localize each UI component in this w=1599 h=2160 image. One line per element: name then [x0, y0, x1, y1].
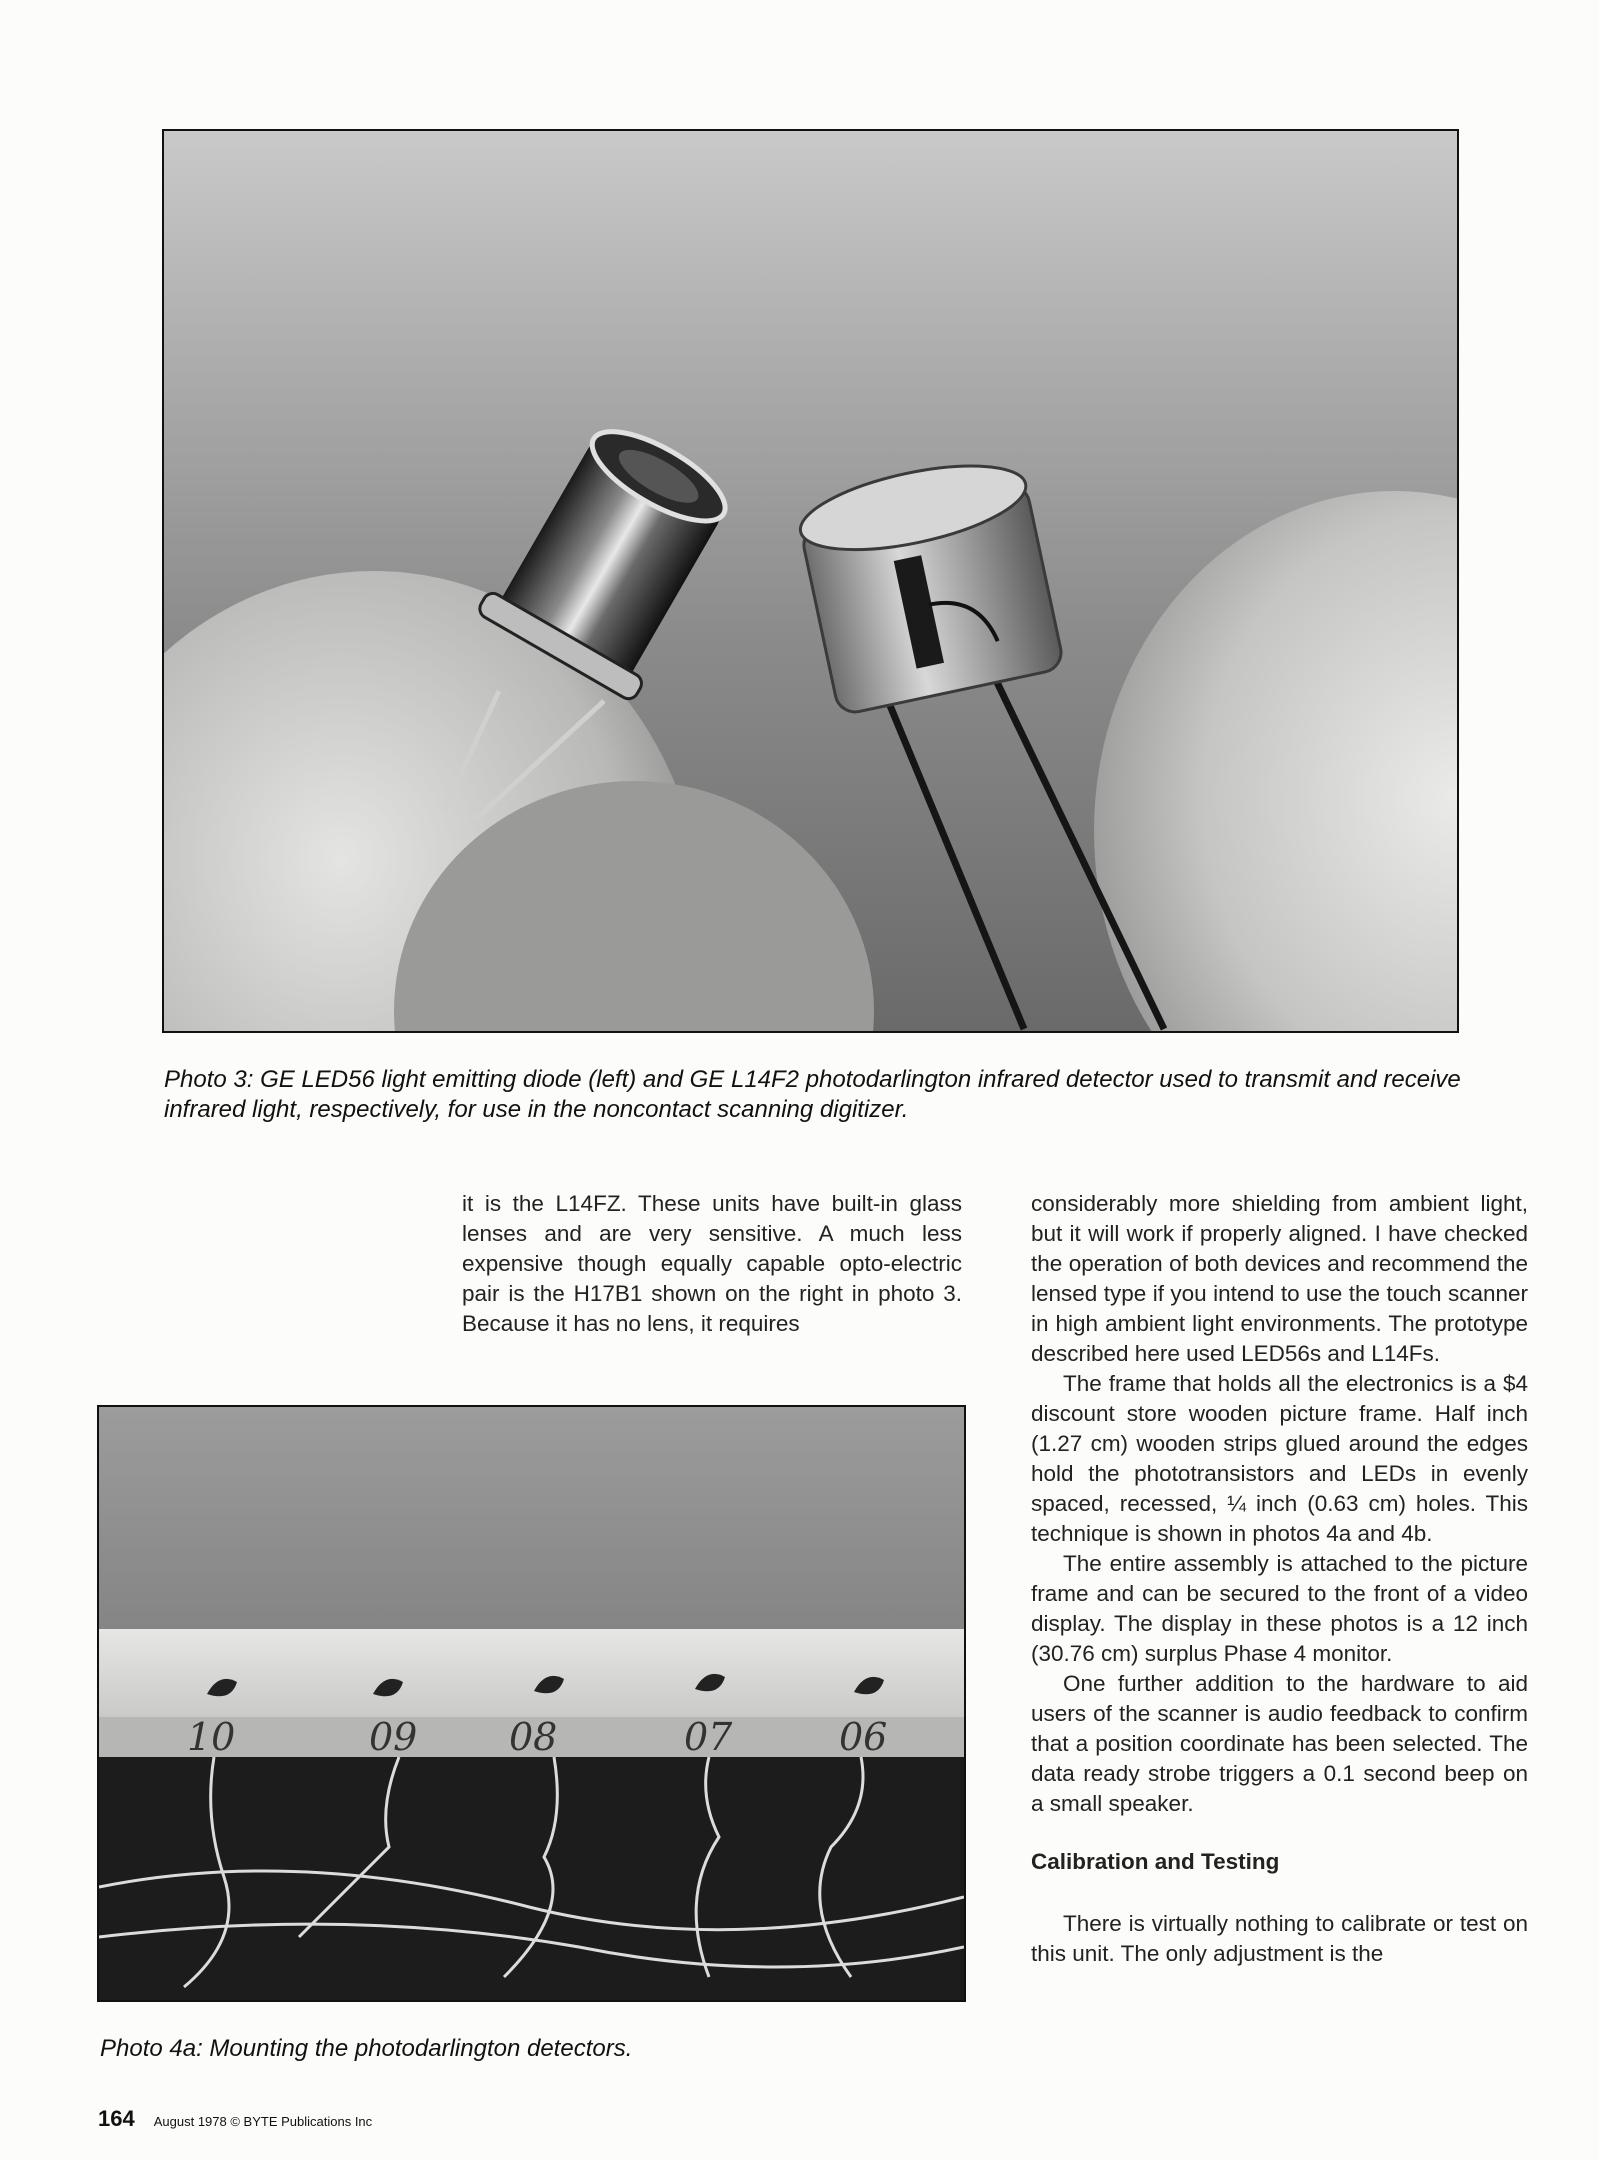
hole-label: 08	[509, 1715, 558, 1759]
photo-3-illustration	[164, 131, 1457, 1031]
photo-4a-caption: Photo 4a: Mounting the photodarlington detectors.	[100, 2035, 633, 2062]
body-paragraph: One further addition to the hardware to aid users of the scanner is audio feedback to confirm that a position coordinate has been selected. The data ready strobe triggers a 0.1 second beep on a small speaker.	[1031, 1671, 1528, 1816]
hole-label: 07	[684, 1715, 733, 1759]
body-paragraph: considerably more shielding from ambient light, but it will work if properly aligned. I have checked the operation of both devices and recommend the lensed type if you intend to use the touch scanner in high ambient light environments. The prototype described here used LED56s and L14Fs.	[1031, 1191, 1528, 1366]
body-paragraph: The entire assembly is attached to the picture frame and can be secured to the front of a video display. The display in these photos is a 12 inch (30.76 cm) surplus Phase 4 monitor.	[1031, 1551, 1528, 1666]
body-paragraph: The frame that holds all the electronics is a $4 discount store wooden picture frame. Half inch (1.27 cm) wooden strips glued around the edges hold the phototransistors and LEDs in evenly spaced, recessed, ¼ inch (0.63 cm) holes. This technique is shown in photos 4a and 4b.	[1031, 1371, 1528, 1546]
column-middle	[462, 1189, 962, 1339]
hole-label: 09	[369, 1715, 418, 1759]
photo-4a-illustration	[99, 1407, 964, 2000]
page-number: 164	[98, 2106, 135, 2131]
section-heading: Calibration and Testing	[1031, 1849, 1280, 1874]
publication-credit: August 1978 © BYTE Publications Inc	[153, 2114, 373, 2129]
hole-label: 10	[187, 1715, 236, 1759]
photo-3-image	[162, 129, 1459, 1033]
page-footer	[98, 2106, 372, 2132]
body-paragraph: There is virtually nothing to calibrate or test on this unit. The only adjustment is the	[1031, 1911, 1528, 1966]
photo-4a-image	[97, 1405, 966, 2002]
photo-3-caption: Photo 3: GE LED56 light emitting diode (left) and GE L14F2 photodarlington infrared detector used to transmit and receive infrared light, respectively, for use in the noncontact scanning digitizer.	[164, 1066, 1461, 1123]
hole-label: 06	[839, 1715, 888, 1759]
column-right	[1031, 1189, 1528, 1969]
body-paragraph: it is the L14FZ. These units have built-in glass lenses and are very sensitive. A much less expensive though equally capable opto-electric pair is the H17B1 shown on the right in photo 3. Because it has no lens, it requires	[462, 1191, 962, 1336]
